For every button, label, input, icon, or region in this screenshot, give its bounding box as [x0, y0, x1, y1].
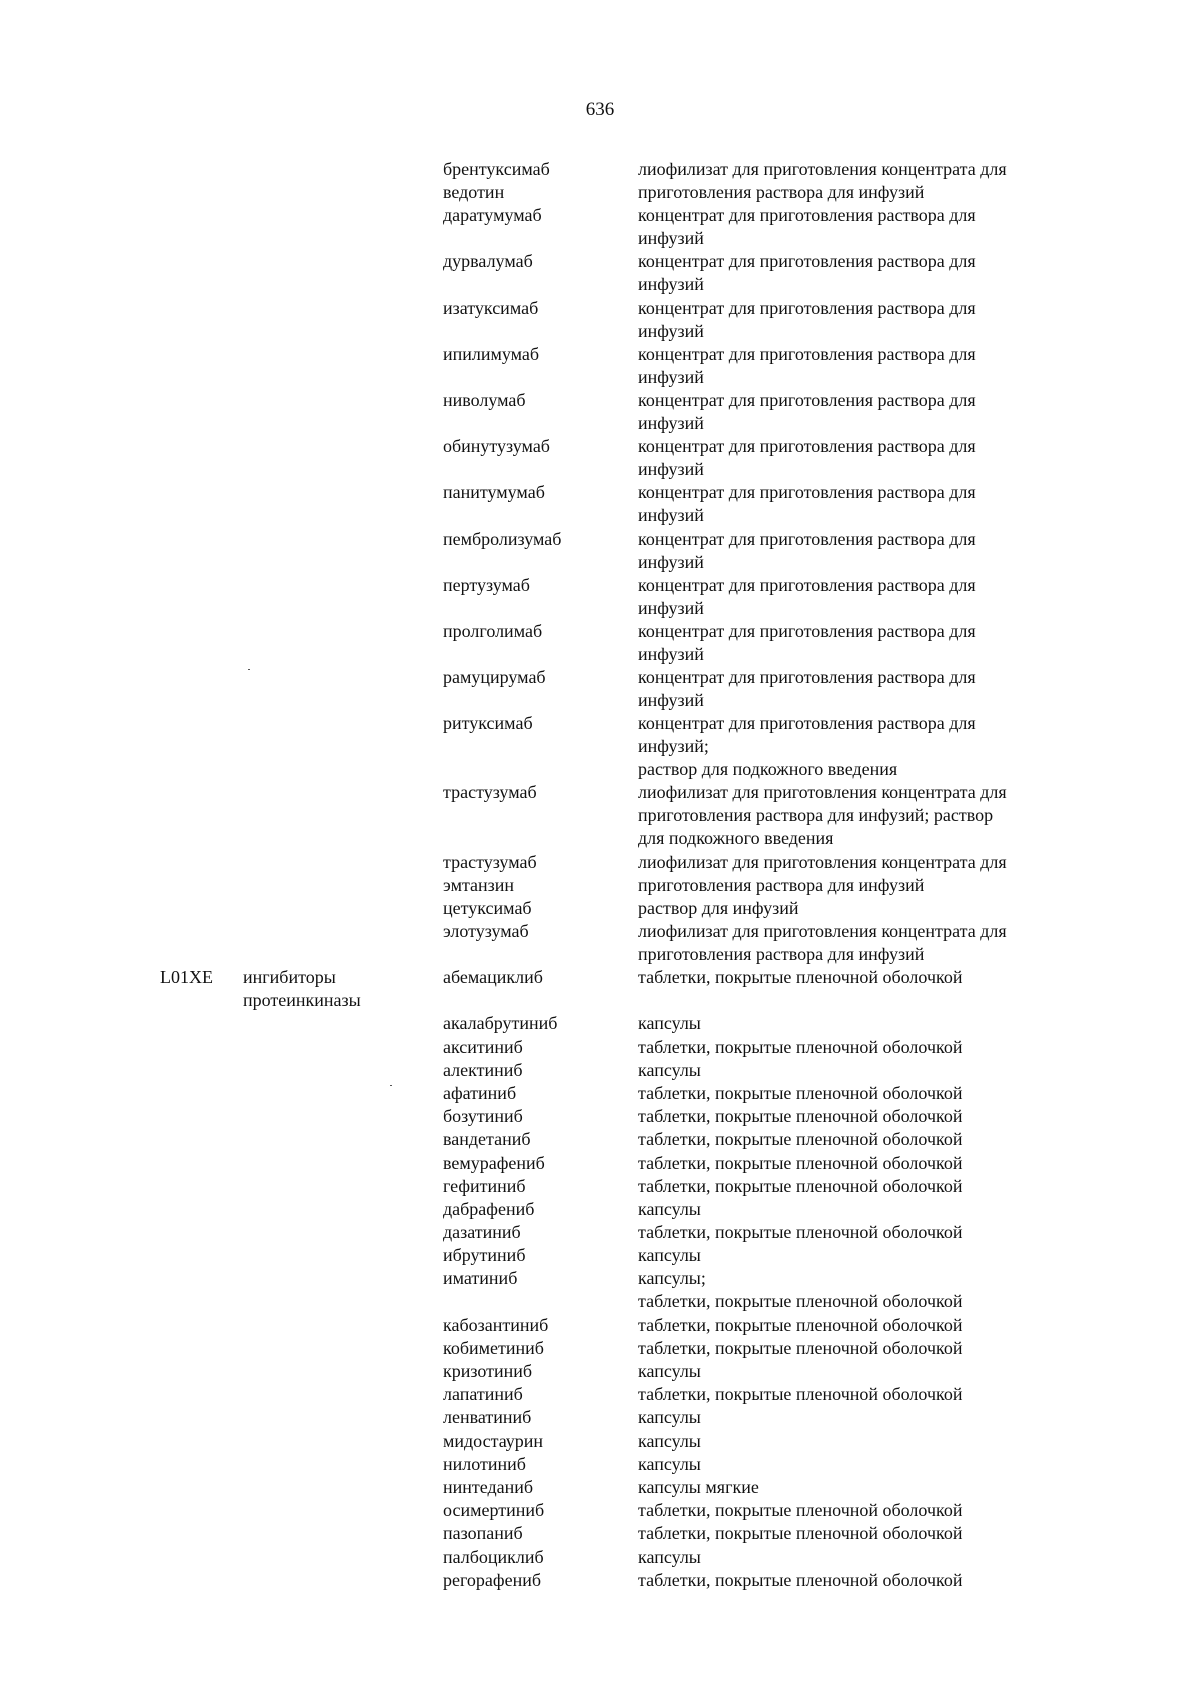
table-row	[0, 1221, 1200, 1244]
dosage-form: таблетки, покрытые пленочной оболочкой	[638, 1129, 963, 1150]
table-row	[0, 343, 1200, 389]
drug-name: обинутузумаб	[443, 436, 550, 457]
table-row	[0, 1059, 1200, 1082]
drug-name: вандетаниб	[443, 1129, 531, 1150]
table-row	[0, 1522, 1200, 1545]
table-row	[0, 920, 1200, 966]
dosage-form: капсулы	[638, 1361, 701, 1381]
dosage-form: таблетки, покрытые пленочной оболочкой	[638, 1523, 963, 1544]
drug-name: изатуксимаб	[443, 297, 539, 318]
drug-name: вемурафениб	[443, 1152, 545, 1173]
table-row	[0, 481, 1200, 527]
table-row	[0, 1453, 1200, 1476]
drug-name: нинтеданиб	[443, 1476, 534, 1497]
table-row	[0, 1198, 1200, 1221]
table-row	[0, 1082, 1200, 1105]
drug-name: пертузумаб	[443, 574, 530, 595]
scan-speck	[248, 669, 250, 670]
table-row	[0, 1337, 1200, 1360]
table-row	[0, 1244, 1200, 1267]
dosage-form: концентрат для приготовления раствора для инфузий	[638, 574, 976, 618]
table-row	[0, 389, 1200, 435]
dosage-form: лиофилизат для приготовления концентрата для приготовления раствора для инфузий	[638, 851, 1007, 895]
drug-name: гефитиниб	[443, 1175, 526, 1196]
table-row	[0, 1569, 1200, 1592]
dosage-form: таблетки, покрытые пленочной оболочкой	[638, 1384, 963, 1405]
drug-name: алектиниб	[443, 1059, 523, 1080]
dosage-form: таблетки, покрытые пленочной оболочкой	[638, 1106, 963, 1127]
table-row	[0, 966, 1200, 1012]
drug-name: цетуксимаб	[443, 897, 532, 918]
drug-name: мидостаурин	[443, 1430, 544, 1451]
table-row	[0, 528, 1200, 574]
table-row	[0, 620, 1200, 666]
dosage-form: таблетки, покрытые пленочной оболочкой	[638, 1175, 963, 1196]
drug-name: иматиниб	[443, 1268, 518, 1289]
drug-name: ниволумаб	[443, 389, 526, 410]
table-row	[0, 574, 1200, 620]
drug-name: даратумумаб	[443, 205, 542, 226]
dosage-form: таблетки, покрытые пленочной оболочкой	[638, 1337, 963, 1358]
table-row	[0, 897, 1200, 920]
dosage-form: таблетки, покрытые пленочной оболочкой	[638, 1500, 963, 1521]
dosage-form: лиофилизат для приготовления концентрата для приготовления раствора для инфузий	[638, 921, 1007, 964]
dosage-form: концентрат для приготовления раствора для инфузий	[638, 528, 976, 572]
dosage-form: концентрат для приготовления раствора для инфузий	[638, 251, 976, 295]
drug-name: афатиниб	[443, 1082, 517, 1103]
drug-name: нилотиниб	[443, 1453, 526, 1474]
drug-table	[0, 158, 1200, 1592]
drug-name: ритуксимаб	[443, 713, 533, 734]
table-row	[0, 712, 1200, 781]
table-row	[0, 1105, 1200, 1128]
dosage-form: капсулы	[638, 1059, 701, 1080]
drug-name: акситиниб	[443, 1036, 523, 1057]
drug-name: осимертиниб	[443, 1500, 545, 1521]
table-row	[0, 1383, 1200, 1406]
dosage-form: капсулы	[638, 1013, 701, 1034]
table-row	[0, 1314, 1200, 1337]
dosage-form: лиофилизат для приготовления концентрата для приготовления раствора для инфузий; раствор для подкожного введения	[638, 782, 1007, 849]
dosage-form: капсулы	[638, 1430, 701, 1451]
table-row	[0, 204, 1200, 250]
drug-name: трастузумаб	[443, 782, 537, 803]
table-row	[0, 851, 1200, 897]
drug-name: акалабрутиниб	[443, 1013, 558, 1034]
dosage-form: концентрат для приготовления раствора для инфузий	[638, 205, 976, 249]
table-row	[0, 1476, 1200, 1499]
table-row	[0, 1430, 1200, 1453]
dosage-form: концентрат для приготовления раствора для инфузий; раствор для подкожного введения	[638, 713, 976, 780]
dosage-form: капсулы	[638, 1546, 701, 1567]
dosage-form: концентрат для приготовления раствора для инфузий	[638, 389, 976, 433]
dosage-form: концентрат для приготовления раствора для инфузий	[638, 343, 976, 387]
dosage-form: раствор для инфузий	[638, 897, 799, 918]
dosage-form: капсулы	[638, 1407, 701, 1428]
drug-name: дазатиниб	[443, 1222, 521, 1243]
drug-name: пазопаниб	[443, 1523, 523, 1544]
dosage-form: концентрат для приготовления раствора для инфузий	[638, 667, 976, 711]
table-row	[0, 158, 1200, 204]
drug-name: ленватиниб	[443, 1407, 532, 1428]
drug-name: элотузумаб	[443, 921, 529, 941]
table-row	[0, 1360, 1200, 1383]
drug-name: кабозантиниб	[443, 1314, 549, 1335]
table-row	[0, 666, 1200, 712]
drug-name: регорафениб	[443, 1569, 541, 1590]
drug-name: ипилимумаб	[443, 343, 540, 364]
table-row	[0, 435, 1200, 481]
dosage-form: концентрат для приготовления раствора для инфузий	[638, 620, 976, 664]
dosage-form: таблетки, покрытые пленочной оболочкой	[638, 967, 963, 988]
drug-name: пролголимаб	[443, 620, 543, 641]
table-row	[0, 1128, 1200, 1151]
drug-name: дабрафениб	[443, 1198, 535, 1219]
drug-name: брентуксимаб ведотин	[443, 159, 550, 202]
drug-name: лапатиниб	[443, 1384, 523, 1405]
dosage-form: таблетки, покрытые пленочной оболочкой	[638, 1082, 963, 1103]
table-row	[0, 297, 1200, 343]
drug-name: бозутиниб	[443, 1106, 523, 1127]
dosage-form: лиофилизат для приготовления концентрата для приготовления раствора для инфузий	[638, 159, 1007, 202]
drug-name: панитумумаб	[443, 482, 545, 503]
dosage-form: таблетки, покрытые пленочной оболочкой	[638, 1569, 963, 1590]
drug-name: кобиметиниб	[443, 1337, 544, 1358]
table-row	[0, 1546, 1200, 1569]
page-number: 636	[585, 99, 615, 120]
drug-name: пембролизумаб	[443, 528, 562, 549]
table-row	[0, 1499, 1200, 1522]
dosage-form: концентрат для приготовления раствора для инфузий	[638, 297, 976, 341]
dosage-form: концентрат для приготовления раствора для инфузий	[638, 436, 976, 480]
drug-name: ибрутиниб	[443, 1245, 526, 1266]
dosage-form: капсулы мягкие	[638, 1476, 759, 1497]
dosage-form: капсулы	[638, 1245, 701, 1266]
table-row	[0, 250, 1200, 296]
table-row	[0, 1267, 1200, 1313]
dosage-form: капсулы; таблетки, покрытые пленочной оболочкой	[638, 1268, 963, 1312]
table-row	[0, 1175, 1200, 1198]
dosage-form: таблетки, покрытые пленочной оболочкой	[638, 1222, 963, 1243]
drug-name: трастузумаб эмтанзин	[443, 851, 537, 895]
table-row	[0, 781, 1200, 850]
dosage-form: таблетки, покрытые пленочной оболочкой	[638, 1036, 963, 1057]
drug-name: рамуцирумаб	[443, 667, 546, 688]
scan-speck	[390, 1085, 392, 1086]
dosage-form: капсулы	[638, 1453, 701, 1474]
dosage-form: таблетки, покрытые пленочной оболочкой	[638, 1152, 963, 1173]
pharmacological-group: ингибиторы протеинкиназы	[243, 967, 361, 1011]
table-row	[0, 1036, 1200, 1059]
dosage-form: концентрат для приготовления раствора для инфузий	[638, 482, 976, 526]
atc-code: L01XE	[160, 967, 213, 988]
table-row	[0, 1406, 1200, 1429]
dosage-form: капсулы	[638, 1198, 701, 1219]
table-row	[0, 1012, 1200, 1035]
drug-name: абемациклиб	[443, 967, 543, 988]
table-row	[0, 1152, 1200, 1175]
drug-name: дурвалумаб	[443, 251, 533, 272]
drug-name: кризотиниб	[443, 1361, 533, 1381]
dosage-form: таблетки, покрытые пленочной оболочкой	[638, 1314, 963, 1335]
drug-name: палбоциклиб	[443, 1546, 544, 1567]
